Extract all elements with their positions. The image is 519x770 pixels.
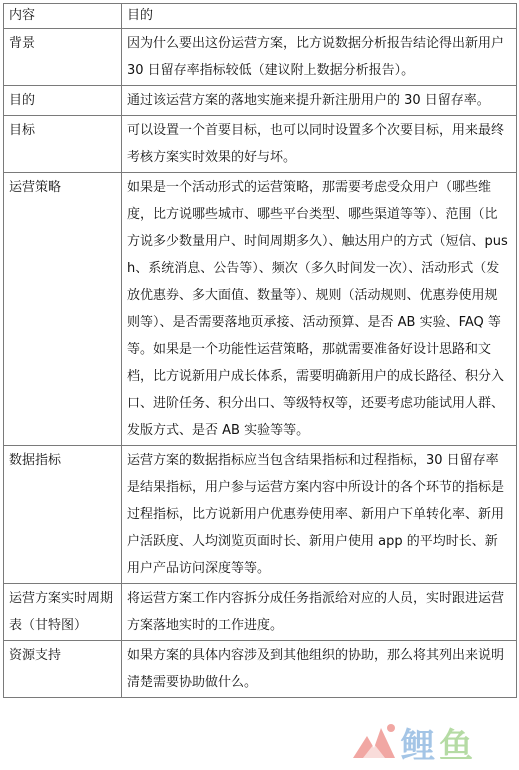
watermark-logo (345, 714, 505, 766)
watermark-char-2: 鱼 (439, 726, 477, 766)
row-label-metrics: 数据指标 (4, 446, 122, 584)
table-row (4, 584, 517, 641)
table-row (4, 29, 517, 86)
row-label-goal: 目标 (4, 116, 122, 173)
row-text-strategy: 如果是一个活动形式的运营策略，那需要考虑受众用户（哪些维度，比方说哪些城市、哪些平台类型、哪些渠道等等）、范围（比方说多少数量用户、时间周期多久）、触达用户的方式（短信、push、系统消息、公告等）、频次（多久时间发一次）、活动形式（发放优惠券、多大面值、数量等）、规则（活动规则、优惠券使用规则等）、是否需要落地页承接、活动预算、是否 AB 实验、FAQ 等等。如果是一个功能性运营策略，那就需要准备好设计思路和文档，比方说新用户成长体系，需要明确新用户的成长路径、积分入口、进阶任务、积分出口、等级特权等，还要考虑功能试用人群、发版方式、是否 AB 实验等等。 (122, 173, 517, 446)
table-header-row (4, 4, 517, 29)
table-row (4, 641, 517, 698)
table-row (4, 86, 517, 116)
watermark-text (401, 718, 477, 767)
fire-logo-icon (345, 714, 403, 766)
row-text-purpose: 通过该运营方案的落地实施来提升新注册用户的 30 日留存率。 (122, 86, 517, 116)
operation-plan-table (3, 3, 517, 698)
row-label-purpose: 目的 (4, 86, 122, 116)
header-cell-content: 内容 (4, 4, 122, 29)
table-row (4, 173, 517, 446)
row-label-background: 背景 (4, 29, 122, 86)
row-text-metrics: 运营方案的数据指标应当包含结果指标和过程指标，30 日留存率是结果指标，用户参与运营方案内容中所设计的各个环节的指标是过程指标，比方说新用户优惠券使用率、新用户下单转化率、新用户活跃度、人均浏览页面时长、新用户使用 app 的平均时长、新用户产品访问深度等等。 (122, 446, 517, 584)
table-row (4, 446, 517, 584)
row-label-schedule: 运营方案实时周期表（甘特图） (4, 584, 122, 641)
table-row (4, 116, 517, 173)
row-text-background: 因为什么要出这份运营方案，比方说数据分析报告结论得出新用户 30 日留存率指标较低（建议附上数据分析报告）。 (122, 29, 517, 86)
row-label-resources: 资源支持 (4, 641, 122, 698)
row-label-strategy: 运营策略 (4, 173, 122, 446)
row-text-schedule: 将运营方案工作内容拆分成任务指派给对应的人员，实时跟进运营方案落地实时的工作进度。 (122, 584, 517, 641)
row-text-goal: 可以设置一个首要目标，也可以同时设置多个次要目标，用来最终考核方案实时效果的好与坏。 (122, 116, 517, 173)
row-text-resources: 如果方案的具体内容涉及到其他组织的协助，那么将其列出来说明清楚需要协助做什么。 (122, 641, 517, 698)
header-cell-purpose: 目的 (122, 4, 517, 29)
watermark-char-1: 鲤 (401, 726, 439, 766)
